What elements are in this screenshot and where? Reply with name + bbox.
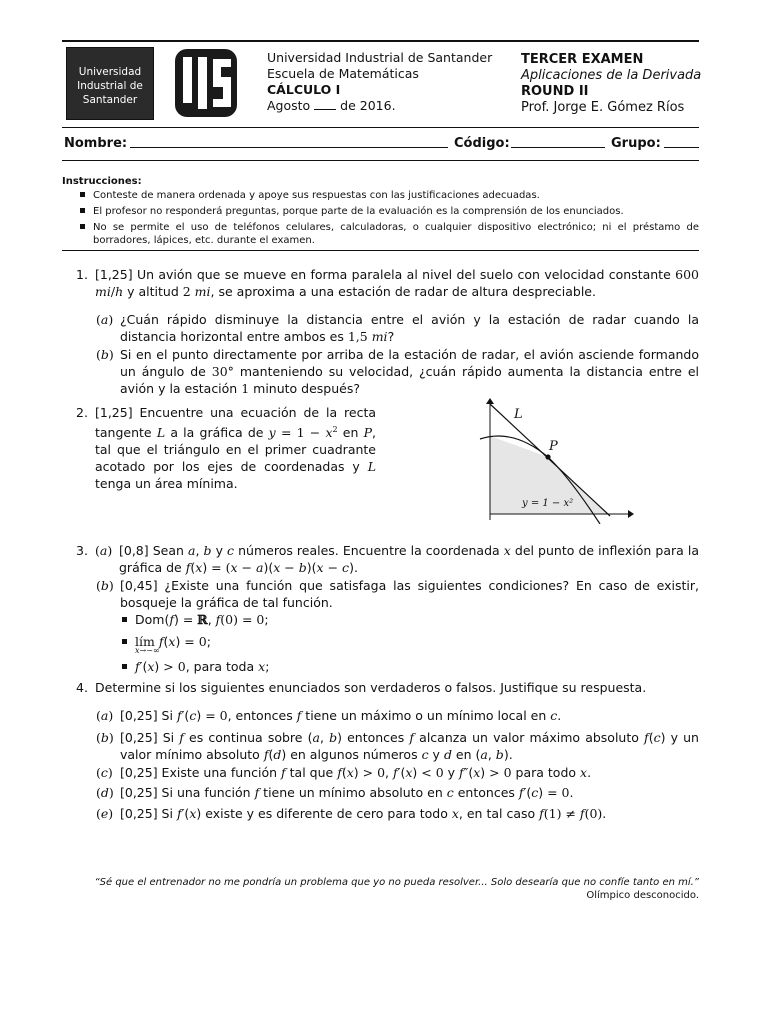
group-label: Grupo: xyxy=(611,136,661,151)
name-label: Nombre: xyxy=(64,136,128,151)
name-field[interactable] xyxy=(130,147,448,148)
problem-1b: (b) Si en el punto directamente por arriba de la estación de radar, el avión asciende formando un ángulo de 30° manteniendo su velocidad, ¿cuán rápido aumenta la distancia entre el avión y la estación 1 minuto después? xyxy=(96,347,699,396)
footer-quote: “Sé que el entrenador no me pondría un problema que yo no pueda resolver... Solo desearía que no confíe tanto en mí.” xyxy=(94,877,699,888)
instructions-list xyxy=(80,189,699,247)
logo-line-2: Industrial de xyxy=(77,80,143,92)
problem-1a: (a) ¿Cuán rápido disminuye la distancia entre el avión y la estación de radar cuando la distancia horizontal entre ambos es 1,5 mi? xyxy=(96,312,699,344)
problem-3a: 3. (a) [0,8] Sean a, b y c números reales. Encuentre la coordenada x del punto de inflexión para la gráfica de f(x) = (x − a)(x − b)(x − c). xyxy=(76,543,699,575)
problem-3b: (b) [0,45] ¿Existe una función que satisfaga las siguientes condiciones? En caso de existir, bosqueje la gráfica de tal función. xyxy=(96,578,699,610)
bullet-icon xyxy=(80,224,85,229)
exam-subtitle: Aplicaciones de la Derivada xyxy=(521,68,702,83)
tangent-line-figure xyxy=(478,396,636,524)
instruction-item: El profesor no responderá preguntas, porque parte de la evaluación es la comprensión de los enunciados. xyxy=(80,205,699,218)
date-day-blank[interactable] xyxy=(314,109,336,110)
date-prefix: Agosto xyxy=(267,98,311,113)
problem-3b-conditions xyxy=(122,611,522,675)
problem-2: 2. [1,25] Encuentre una ecuación de la recta tangente L a la gráfica de $y = 1 - x^2$ en P, tal que el triángulo en el primer cuadrante acotado por los ejes de coordenadas y L tenga un área mínima. xyxy=(76,405,376,492)
problem-4: 4. Determine si los siguientes enunciados son verdaderos o falsos. Justifique su respuesta. xyxy=(76,680,647,695)
problem-4a: (a) [0,25] Si f′(c) = 0, entonces f tiene un máximo o un mínimo local en c. xyxy=(96,708,562,723)
bullet-icon xyxy=(80,192,85,197)
top-rule xyxy=(62,40,699,42)
bullet-icon xyxy=(122,617,127,622)
problem-4b: (b) [0,25] Si f es continua sobre (a, b) entonces f alcanza un valor máximo absoluto f(c) y un valor mínimo absoluto f(d) en algunos números c y d en (a, b). xyxy=(96,730,699,762)
logo-line-3: Santander xyxy=(82,94,138,106)
footer-author: Olímpico desconocido. xyxy=(586,890,699,901)
date-suffix: de 2016. xyxy=(340,98,396,113)
bullet-icon xyxy=(122,639,127,644)
professor-name: Prof. Jorge E. Gómez Ríos xyxy=(521,100,685,115)
instruction-item: No se permite el uso de teléfonos celulares, calculadoras, o cualquier dispositivo electrónico; ni el préstamo de borradores, lápices, etc. durante el examen. xyxy=(80,221,699,247)
condition-item: Dom(f) = ℝ, f(0) = 0; xyxy=(122,611,522,628)
code-label: Código: xyxy=(454,136,510,151)
bullet-icon xyxy=(80,208,85,213)
problem-4e: (e) [0,25] Si f′(x) existe y es diferente de cero para todo x, en tal caso f(1) ≠ f(0). xyxy=(96,806,607,821)
x-axis-arrow xyxy=(628,510,634,518)
problem-4d: (d) [0,25] Si una función f tiene un mínimo absoluto en c entonces f′(c) = 0. xyxy=(96,785,574,800)
exam-round: ROUND II xyxy=(521,84,589,99)
exam-date xyxy=(267,98,492,114)
condition-item: f′(x) > 0, para toda x; xyxy=(122,658,522,675)
problem-1: 1. [1,25] Un avión que se mueve en forma paralela al nivel del suelo con velocidad constante 600 mi/h y altitud 2 mi, se aproxima a una estación de radar de altura despreciable. xyxy=(76,267,699,299)
form-rule xyxy=(62,160,699,161)
point-p xyxy=(545,454,550,459)
university-name: Universidad Industrial de Santander xyxy=(267,50,493,65)
instruction-item: Conteste de manera ordenada y apoye sus respuestas con las justificaciones adecuadas. xyxy=(80,189,699,202)
course-name: CÁLCULO I xyxy=(267,82,341,97)
logo-line-1: Universidad xyxy=(78,66,142,78)
university-logo xyxy=(66,47,154,120)
exam-title: TERCER EXAMEN xyxy=(521,52,644,67)
uis-seal-logo xyxy=(166,47,246,119)
label-line-l: L xyxy=(514,407,523,422)
instructions-rule xyxy=(62,250,699,251)
y-axis-arrow xyxy=(486,398,494,404)
code-field[interactable] xyxy=(511,147,605,148)
school-name: Escuela de Matemáticas xyxy=(267,66,419,81)
instructions-title: Instrucciones: xyxy=(62,176,142,187)
condition-item: lím f(x) = 0; x→−∞ xyxy=(122,633,522,650)
label-point-p: P xyxy=(549,439,558,454)
header-rule xyxy=(62,127,699,128)
group-field[interactable] xyxy=(664,147,699,148)
problem-4c: (c) [0,25] Existe una función f tal que f(x) > 0, f′(x) < 0 y f″(x) > 0 para todo x. xyxy=(96,765,592,780)
label-curve-equation: y = 1 − x² xyxy=(522,498,574,509)
bullet-icon xyxy=(122,664,127,669)
